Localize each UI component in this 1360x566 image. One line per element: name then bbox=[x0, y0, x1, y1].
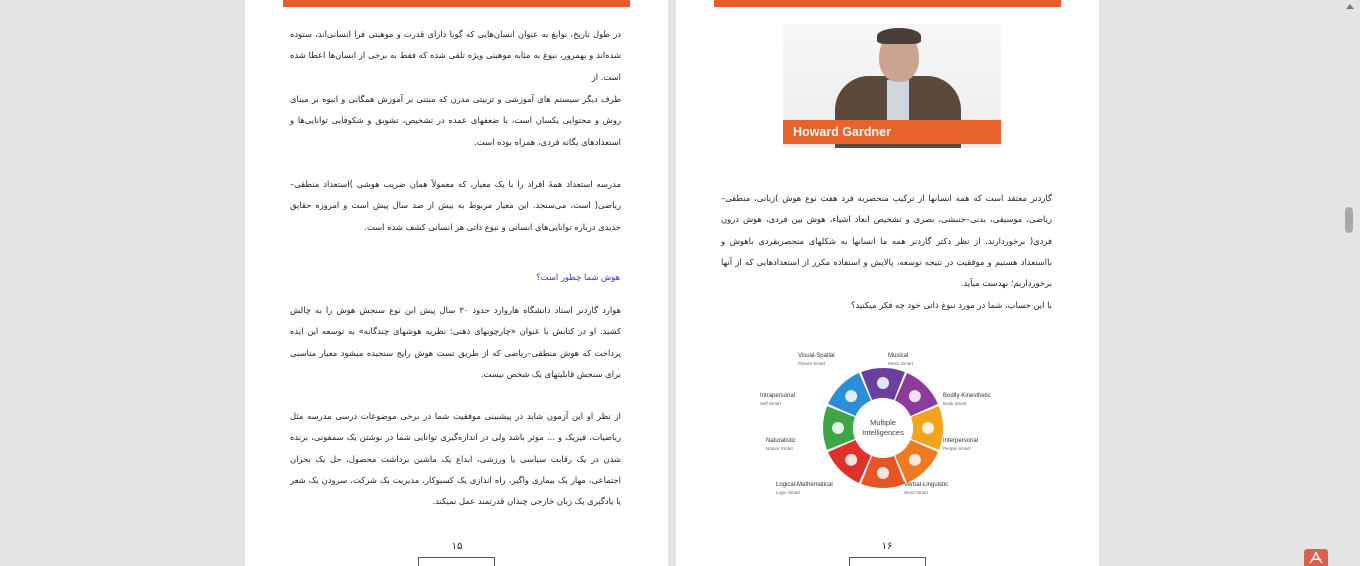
header-accent-bar bbox=[714, 0, 1061, 7]
mi-label-verbal-linguistic: Verbal-Linguistic Word Smart bbox=[904, 482, 949, 495]
multiple-intelligences-diagram bbox=[760, 345, 1011, 515]
photo-figure-hair bbox=[877, 28, 921, 44]
mi-segment-icon bbox=[909, 390, 921, 402]
photo-figure-shirt bbox=[887, 80, 909, 120]
paragraph: با این حساب، شما در مورد نبوغ ذاتی خود چه فکر میکنید؟ bbox=[851, 300, 1052, 310]
pdf-page-16 bbox=[676, 0, 1099, 566]
mi-label-musical: Musical Music Smart bbox=[888, 353, 914, 366]
mi-segment-icon bbox=[845, 390, 857, 402]
mi-label-intrapersonal: Intrapersonal Self Smart bbox=[760, 393, 796, 406]
paragraph: گاردنر معتقد است که همه انسانها از ترکیب منحصربه فرد هفت نوع هوش )زبانی، منطقی–ریاضی، موسیقی، بدنی–جنبشی، بصری و تشخیص ابعاد اشیاء، هوش بین فردی، هوش درون فردی( برخوردارند. از نظر دکتر گاردنر همه ما انسانها به شکلهای منحصربفردی باهوش و بااستعداد هستیم و موفقیت در نتیجه توسعه، پالایش و استفاده مکرر از استعدادهایی که از آنها برخورداریم؛ بهدست میآید. bbox=[721, 193, 1052, 289]
mi-center-label-line1: Multiple bbox=[870, 418, 896, 427]
pdf-icon[interactable] bbox=[1304, 549, 1328, 566]
scroll-up-arrow-icon[interactable] bbox=[1346, 4, 1354, 9]
page-number-box bbox=[849, 557, 926, 566]
mi-label-visual-spatial: Visual-Spatial Picture Smart bbox=[798, 353, 835, 366]
mi-segment-icon bbox=[845, 454, 857, 466]
howard-gardner-photo bbox=[783, 24, 1001, 148]
pdf-page-15 bbox=[245, 0, 668, 566]
vertical-scrollbar[interactable] bbox=[1343, 0, 1360, 566]
page-number-box bbox=[418, 557, 495, 566]
paragraph: هوارد گاردنر استاد دانشگاه هاروارد حدود ۳۰ سال پیش این نوع سنجش هوش را به چالش کشید. او در کتابش با عنوان «چارچوبهای ذهنی: نظریه هوشهای چندگانه» به توسعه این ایده پرداخت که هوش منطقی–ریاضی که از طریق تست هوش رایج سنجیده میشود معیار مناسبی برای سنجش قابلیتهای یک شخص نیست. bbox=[290, 305, 621, 379]
pdf-acrobat-glyph bbox=[1308, 551, 1324, 565]
mi-label-bodily-kinesthetic: Bodily-Kinesthetic Body Smart bbox=[943, 393, 991, 406]
mi-segment-icon bbox=[909, 454, 921, 466]
mi-segment-icon bbox=[922, 422, 934, 434]
paragraph: مدرسه استعداد همهٔ افراد را با یک معیار، که معمولاً همان ضریب هوشی )استعداد منطقی–ریاضی( است، می‌سنجد. این معیار مربوط به بیش از صد سال پیش است و امروزه حقایق جدیدی درباره توانایی‌های انسانی و نبوغ ذاتی هر انسانی کشف شده است. bbox=[290, 179, 621, 232]
page-number: ۱۵ bbox=[451, 541, 463, 552]
page-number: ۱۶ bbox=[881, 541, 893, 552]
mi-segment-icon bbox=[877, 467, 889, 479]
mi-segment-icon bbox=[832, 422, 844, 434]
mi-label-naturalistic: Naturalistic Nature Smart bbox=[766, 438, 796, 451]
scrollbar-thumb[interactable] bbox=[1345, 207, 1353, 233]
mi-segment-icon bbox=[877, 377, 889, 389]
section-heading: هوش شما چطور است؟ bbox=[536, 272, 620, 282]
mi-label-interpersonal: Interpersonal People Smart bbox=[943, 438, 979, 451]
mi-label-logical-mathematical: Logical-Mathematical Logic Smart bbox=[776, 482, 833, 495]
mi-center-label-line2: Intelligences bbox=[862, 428, 904, 437]
photo-caption: Howard Gardner bbox=[783, 120, 1001, 144]
paragraph: در طول تاریخ، نوابغ به عنوان انسان‌هایی که گویا دارای قدرت و موهبتی فرا انسانی‌اند، ستوده شده‌اند و بهمرور، نبوغ به مثابه موهبتی ویژه تلقی شده که فقط به برخی از انسان‌ها اعطا شده است. از bbox=[290, 29, 621, 82]
paragraph: از نظر او این آزمون شاید در پیشبینی موفقیت شما در برخی موضوعات درسی مدرسه مثل ریاضیات، فیزیک و ... موثر باشد ولی در اندازه‌گیری توانایی شما در نوشتن یک سمفونی، برنده شدن در یک رقابت سیاسی یا ورزشی، ابداع یک ماشین برداشت محصول، حل یک بحران اجتماعی، مهار یک بیماری واگیر، راه اندازی یک کسبوکار، مدیریت یک شرکت، سرودن یک شعر یا یادگیری یک زبان خارجی چندان قدرتمند عمل نمیکند. bbox=[290, 411, 621, 507]
header-accent-bar bbox=[283, 0, 630, 7]
paragraph: طرف دیگر سیستم های آموزشی و تربیتی مدرن که مبتنی بر آموزش همگانی و انبوه بر مبنای روش و محتوایی یکسان است، با ضعفهای عمده در تشخیص، تشویق و شکوفایی توانایی‌ها و استعدادهای یگانه فردی، همراه بوده است. bbox=[290, 94, 621, 147]
